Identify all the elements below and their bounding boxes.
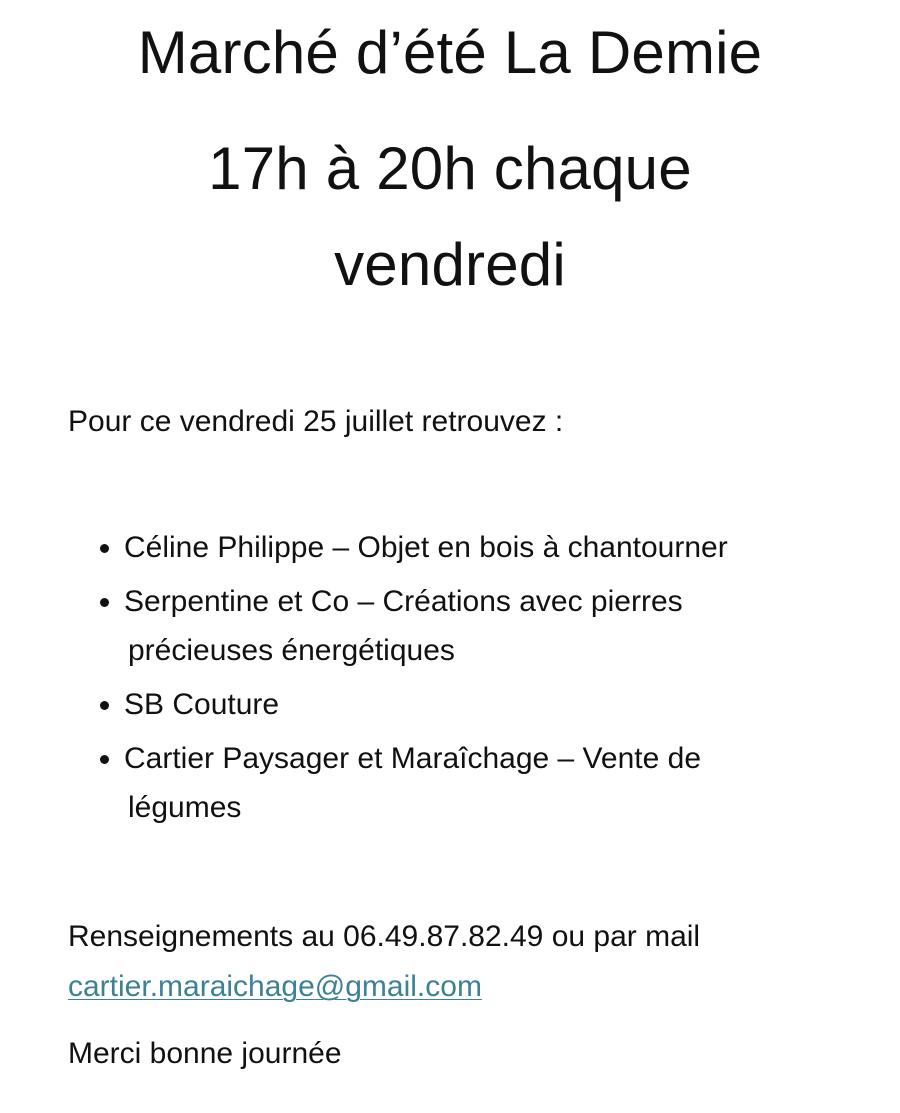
list-item [96,733,886,833]
vendor-list [96,522,886,836]
email-link[interactable]: cartier.maraichage@gmail.com [68,970,482,1003]
vendor-text: SB Couture [124,688,280,721]
vendor-text: Céline Philippe – Objet en bois à chantourner [124,531,728,564]
vendor-text-continued: légumes [128,791,242,824]
vendor-text-continued: précieuses énergétiques [128,634,455,667]
vendor-text: Cartier Paysager et Maraîchage – Vente de [124,742,702,775]
list-item [96,576,886,676]
schedule-line-2: vendredi [334,231,566,298]
bullet-icon [100,598,109,607]
contact-info [68,912,700,1012]
bullet-icon [100,544,109,553]
bullet-icon [100,701,109,710]
closing-text: Merci bonne journée [68,1037,342,1070]
list-item [96,679,886,730]
page-title: Marché d’été La Demie [137,19,763,86]
list-item [96,522,886,573]
intro-text: Pour ce vendredi 25 juillet retrouvez : [68,405,564,438]
schedule-line-1: 17h à 20h chaque [208,135,692,202]
bullet-icon [100,755,109,764]
contact-text: Renseignements au 06.49.87.82.49 ou par mail [68,920,701,953]
vendor-text: Serpentine et Co – Créations avec pierres [124,585,683,618]
